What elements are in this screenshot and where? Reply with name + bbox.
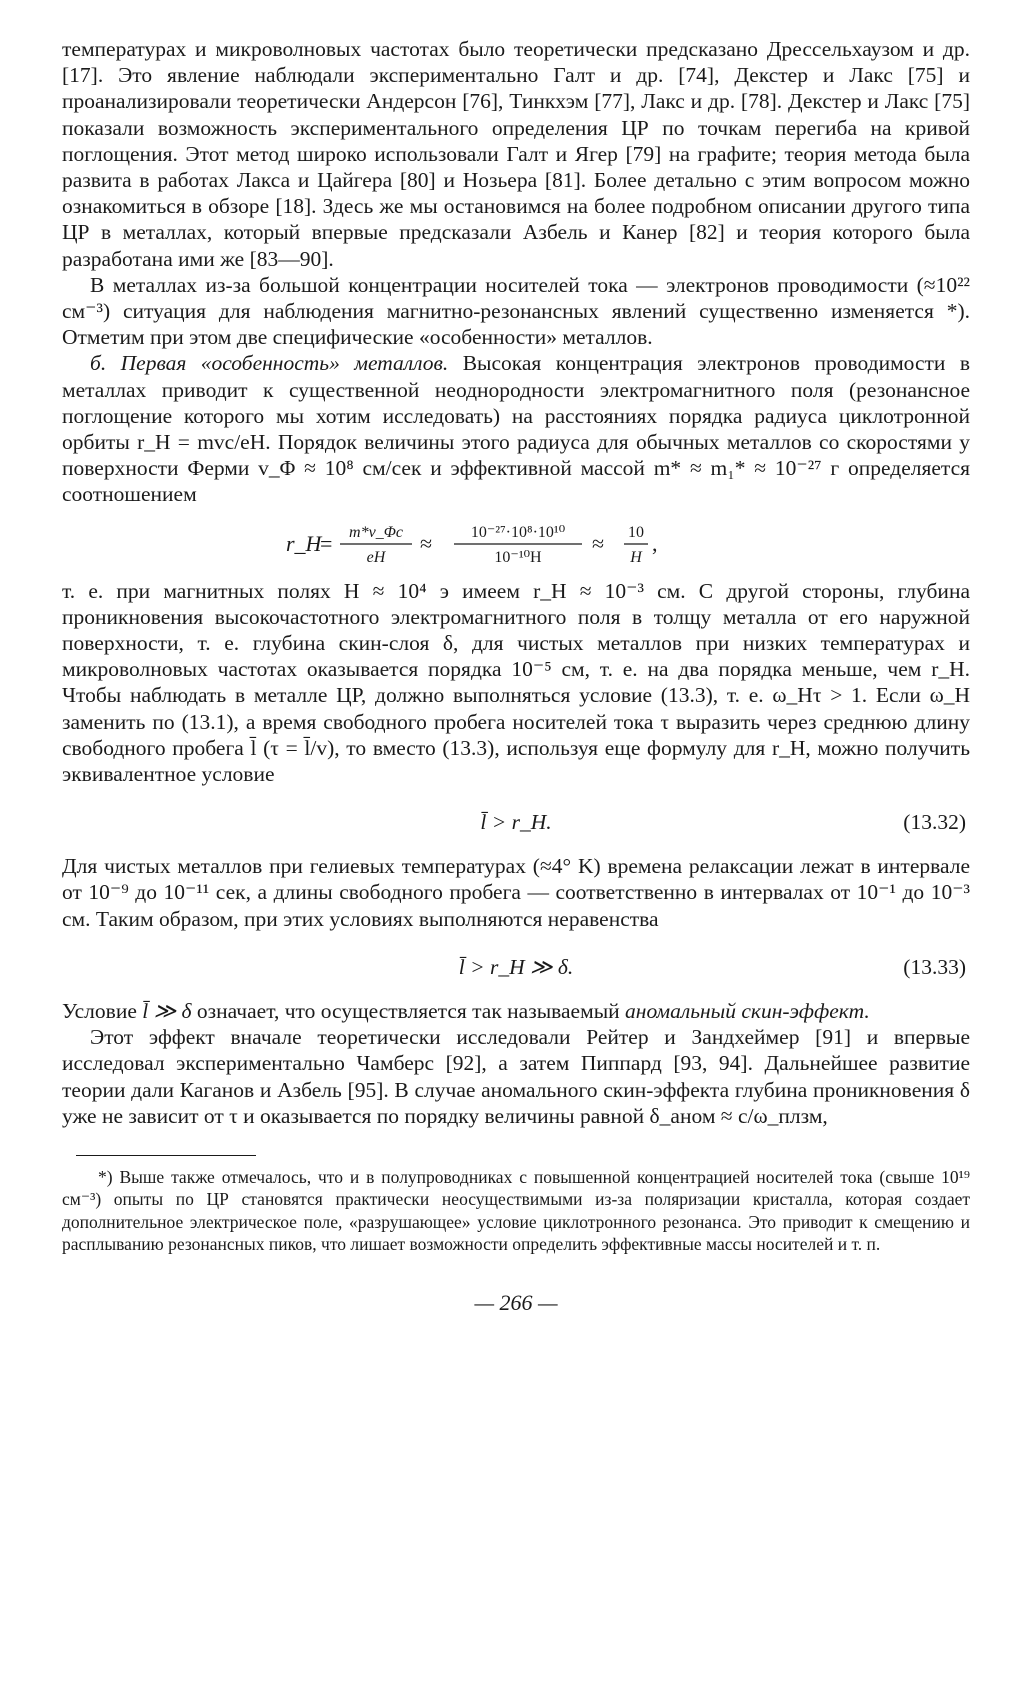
paragraph-3	[62, 350, 970, 507]
section-heading: б. Первая «особенность» металлов.	[90, 351, 449, 376]
condition-prefix: Условие	[62, 998, 137, 1023]
paragraph-4: т. е. при магнитных полях H ≈ 10⁴ э имеем r_H ≈ 10⁻³ см. С другой стороны, глубина проникновения высокочастотного электромагнитного поля в толщу металла от его наружной поверхности, т. е. глубина скин-слоя δ, для чистых металлов при низких температурах и микроволновых частотах оказывается порядка 10⁻⁵ см, т. е. на два порядка меньше, чем r_H. Чтобы наблюдать в металле ЦР, должно выполняться условие (13.3), т. е. ω_Hτ > 1. Если ω_H заменить по (13.1), а время свободного пробега носителей тока τ выразить через среднюю длину свободного пробега l̄ (τ = l̄/v), то вместо (13.3), используя еще формулу для r_H, можно получить эквивалентное условие	[62, 578, 970, 787]
paragraph-6-body: означает, что осуществляется так называемый	[196, 998, 620, 1023]
paragraph-7: Этот эффект вначале теоретически исследовали Рейтер и Зандхеймер [91] и впервые исследовал экспериментально Чамберс [92], а затем Пиппард [93, 94]. Дальнейшее развитие теории дали Каганов и Азбель [95]. В случае аномального скин-эффекта глубина проникновения δ уже не зависит от τ и оказывается по порядку величины равной δ_аном ≈ c/ω_плзм,	[62, 1025, 970, 1128]
page-number: — 266 —	[474, 1289, 558, 1315]
formula-frac1-den: eH	[366, 548, 386, 566]
equation-13-33-expr: l̄ > r_H ≫ δ.	[458, 954, 574, 979]
formula-approx-1: ≈	[420, 530, 433, 556]
formula-frac3-den: H	[630, 548, 642, 566]
formula-lhs: r_H	[286, 530, 322, 556]
formula-frac3-num: 10	[628, 523, 644, 541]
formula-approx-2: ≈	[592, 530, 605, 556]
formula-eq-sign: =	[320, 530, 333, 556]
paragraph-2: В металлах из-за большой концентрации носителей тока — электронов проводимости (≈10²² см⁻³) ситуация для наблюдения магнитно-резонансных явлений существенно изменяется *). Отметим при этом две специфические «особенности» металлов.	[62, 272, 970, 350]
footnote: *) Выше также отмечалось, что и в полупроводниках с повышенной концентрацией носителей тока (свыше 10¹⁹ см⁻³) опыты по ЦР становятся практически неосуществимыми из-за поляризации кристалла, которая создает дополнительное электрическое поле, «разрушающее» условие циклотронного резонанса. Это приводит к смещению и расплыванию резонансных пиков, что лишает возможности определить эффективные массы носителей и т. п.	[62, 1166, 970, 1255]
formula-frac2-den: 10⁻¹⁰H	[494, 548, 542, 566]
page-body	[62, 36, 970, 1316]
equation-13-33	[62, 954, 970, 984]
footnote-divider	[76, 1155, 256, 1156]
equation-13-32-number: (13.32)	[903, 810, 966, 835]
paragraph-5: Для чистых металлов при гелиевых температурах (≈4° K) времена релаксации лежат в интервале от 10⁻⁹ до 10⁻¹¹ сек, а длины свободного пробега — соответственно в интервалах от 10⁻¹ до 10⁻³ см. Таким образом, при этих условиях выполняются неравенства	[62, 854, 970, 931]
equation-13-32	[62, 809, 970, 839]
paragraph-6	[62, 998, 970, 1024]
formula-comma: ,	[652, 530, 658, 556]
formula-frac1-num: m*v_Φc	[349, 523, 403, 541]
paragraph-3-body: проводимости в металлах приводит к существенной неоднородности электромагнитного поля (резонансное поглощение которого мы хотим исследовать) на расстояниях порядка радиуса циклотронной орбиты r_H = mvc/eH. Порядок величины этого радиуса для обычных металлов со скоростями у поверхности Ферми v_Φ ≈ 10⁸ см/сек и эффективной массой m* ≈ m₁* ≈ 10⁻²⁷ г определяется соотношением	[62, 351, 970, 507]
equation-13-33-number: (13.33)	[903, 954, 966, 979]
formula-frac2-num: 10⁻²⁷·10⁸·10¹⁰	[470, 523, 566, 541]
formula-r-h	[62, 522, 970, 568]
equation-13-32-expr: l̄ > r_H.	[480, 810, 552, 835]
paragraph-1: температурах и микроволновых частотах было теоретически предсказано Дрессельхаузом и др. [17]. Это явление наблюдали экспериментально Галт и др. [74], Декстер и Лакс [75] и проанализировали теоретически Андерсон [76], Тинкхэм [77], Лакс и др. [78]. Декстер и Лакс [75] показали возможность экспериментального определения ЦР по точкам перегиба на кривой поглощения. Этот метод широко использовали Галт и Ягер [79] на графите; теория метода была развита в работах Лакса и Цайгера [80] и Нозьера [81]. Более детально с этим вопросом можно ознакомиться в обзоре [18]. Здесь же мы остановимся на более подробном описании другого типа ЦР в металлах, который впервые предсказали Азбель и Канер [82] и теория которого была разработана ими же [83—90].	[62, 37, 970, 271]
formula-svg	[286, 522, 746, 568]
term-anomalous-skin-effect: аномальный скин-эффект.	[625, 998, 870, 1023]
condition-expr: l̄ ≫ δ	[142, 998, 192, 1023]
section-lead: Высокая концентрация электронов	[462, 351, 801, 376]
